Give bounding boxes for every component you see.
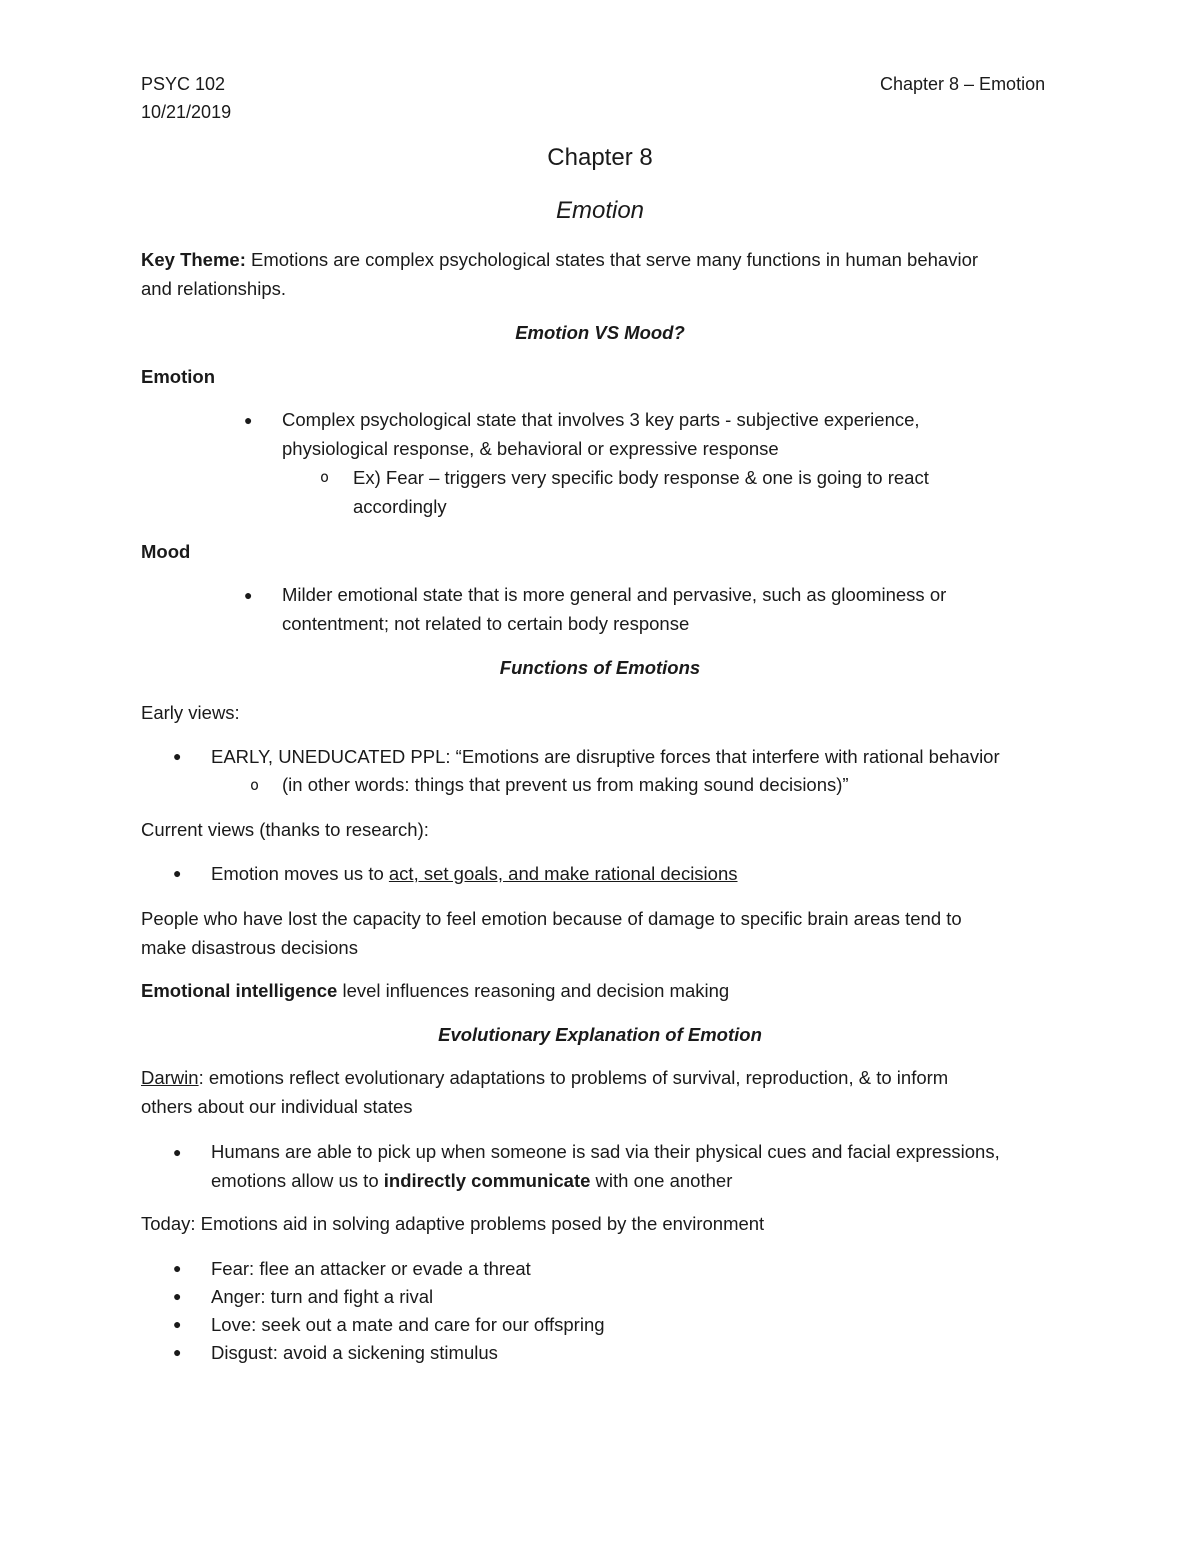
early-views-sub: (in other words: things that prevent us from making sound decisions)”	[282, 774, 849, 795]
section-heading-functions: Functions of Emotions	[499, 657, 701, 678]
emotion-bullet-line1: Complex psychological state that involves 3 key parts - subjective experience,	[282, 409, 920, 430]
bullet-icon: ●	[244, 412, 253, 428]
emotional-intelligence-term: Emotional intelligence	[141, 980, 338, 1001]
today-item-love: Love: seek out a mate and care for our offspring	[211, 1314, 605, 1335]
emotion-bullet	[282, 405, 920, 463]
header-chapter-ref: Chapter 8 – Emotion	[880, 74, 1046, 94]
early-views-label: Early views:	[141, 702, 240, 723]
darwin-bullet-bold: indirectly communicate	[383, 1170, 591, 1191]
section-heading-emotion-vs-mood: Emotion VS Mood?	[515, 322, 685, 343]
darwin-bullet-line1: Humans are able to pick up when someone is sad via their physical cues and facial expressions,	[211, 1141, 1000, 1162]
today-label: Today: Emotions aid in solving adaptive problems posed by the environment	[141, 1213, 765, 1234]
today-item-disgust: Disgust: avoid a sickening stimulus	[211, 1342, 498, 1363]
darwin-name: Darwin	[141, 1067, 199, 1088]
emotion-sub-line2: accordingly	[353, 496, 447, 517]
key-theme-text-line2: and relationships.	[141, 278, 287, 299]
darwin-line2: others about our individual states	[141, 1096, 413, 1117]
mood-heading: Mood	[141, 541, 191, 562]
early-views-bullet: EARLY, UNEDUCATED PPL: “Emotions are disruptive forces that interfere with rational behavior	[211, 746, 1000, 767]
key-theme-label: Key Theme:	[141, 249, 246, 270]
course-code: PSYC 102	[141, 74, 226, 94]
darwin-bullet-prefix: emotions allow us to	[211, 1170, 384, 1191]
current-views-underlined: act, set goals, and make rational decisions	[388, 863, 738, 884]
brain-damage-line1: People who have lost the capacity to feel emotion because of damage to specific brain areas tend to	[141, 908, 962, 929]
sub-bullet-icon: o	[250, 776, 260, 794]
mood-bullet-line1: Milder emotional state that is more general and pervasive, such as gloominess or	[282, 584, 947, 605]
sub-bullet-icon: o	[320, 468, 330, 486]
darwin-bullet	[211, 1137, 1000, 1195]
bullet-icon: ●	[173, 748, 182, 764]
emotion-heading: Emotion	[141, 366, 215, 387]
emotion-bullet-line2: physiological response, & behavioral or expressive response	[282, 438, 779, 459]
bullet-icon: ●	[173, 865, 182, 881]
section-heading-evolutionary: Evolutionary Explanation of Emotion	[438, 1024, 762, 1045]
current-views-prefix: Emotion moves us to	[211, 863, 389, 884]
today-item-anger: Anger: turn and fight a rival	[211, 1286, 434, 1307]
bullet-icon: ●	[173, 1344, 182, 1360]
page-title: Chapter 8	[547, 144, 653, 171]
darwin-line1: : emotions reflect evolutionary adaptations to problems of survival, reproduction, & to inform	[198, 1067, 949, 1088]
bullet-icon: ●	[173, 1144, 182, 1160]
darwin-paragraph	[141, 1063, 1041, 1121]
bullet-icon: ●	[173, 1316, 182, 1332]
mood-bullet-line2: contentment; not related to certain body response	[282, 613, 690, 634]
today-item-fear: Fear: flee an attacker or evade a threat	[211, 1258, 531, 1279]
brain-damage-line2: make disastrous decisions	[141, 937, 358, 958]
key-theme-paragraph	[141, 245, 1041, 303]
header-date: 10/21/2019	[141, 102, 232, 122]
current-views-bullet	[211, 863, 738, 885]
page-subtitle: Emotion	[555, 197, 645, 224]
bullet-icon: ●	[173, 1260, 182, 1276]
key-theme-text-line1: Emotions are complex psychological states that serve many functions in human behavior	[245, 249, 979, 270]
bullet-icon: ●	[244, 587, 253, 603]
darwin-bullet-suffix: with one another	[590, 1170, 733, 1191]
current-views-label: Current views (thanks to research):	[141, 819, 429, 840]
mood-bullet	[282, 580, 946, 638]
emotional-intelligence-rest: level influences reasoning and decision making	[337, 980, 730, 1001]
emotion-sub-bullet	[353, 463, 929, 521]
brain-damage-paragraph	[141, 904, 1041, 962]
emotional-intelligence-line	[141, 980, 729, 1002]
bullet-icon: ●	[173, 1288, 182, 1304]
emotion-sub-line1: Ex) Fear – triggers very specific body response & one is going to react	[353, 467, 929, 488]
